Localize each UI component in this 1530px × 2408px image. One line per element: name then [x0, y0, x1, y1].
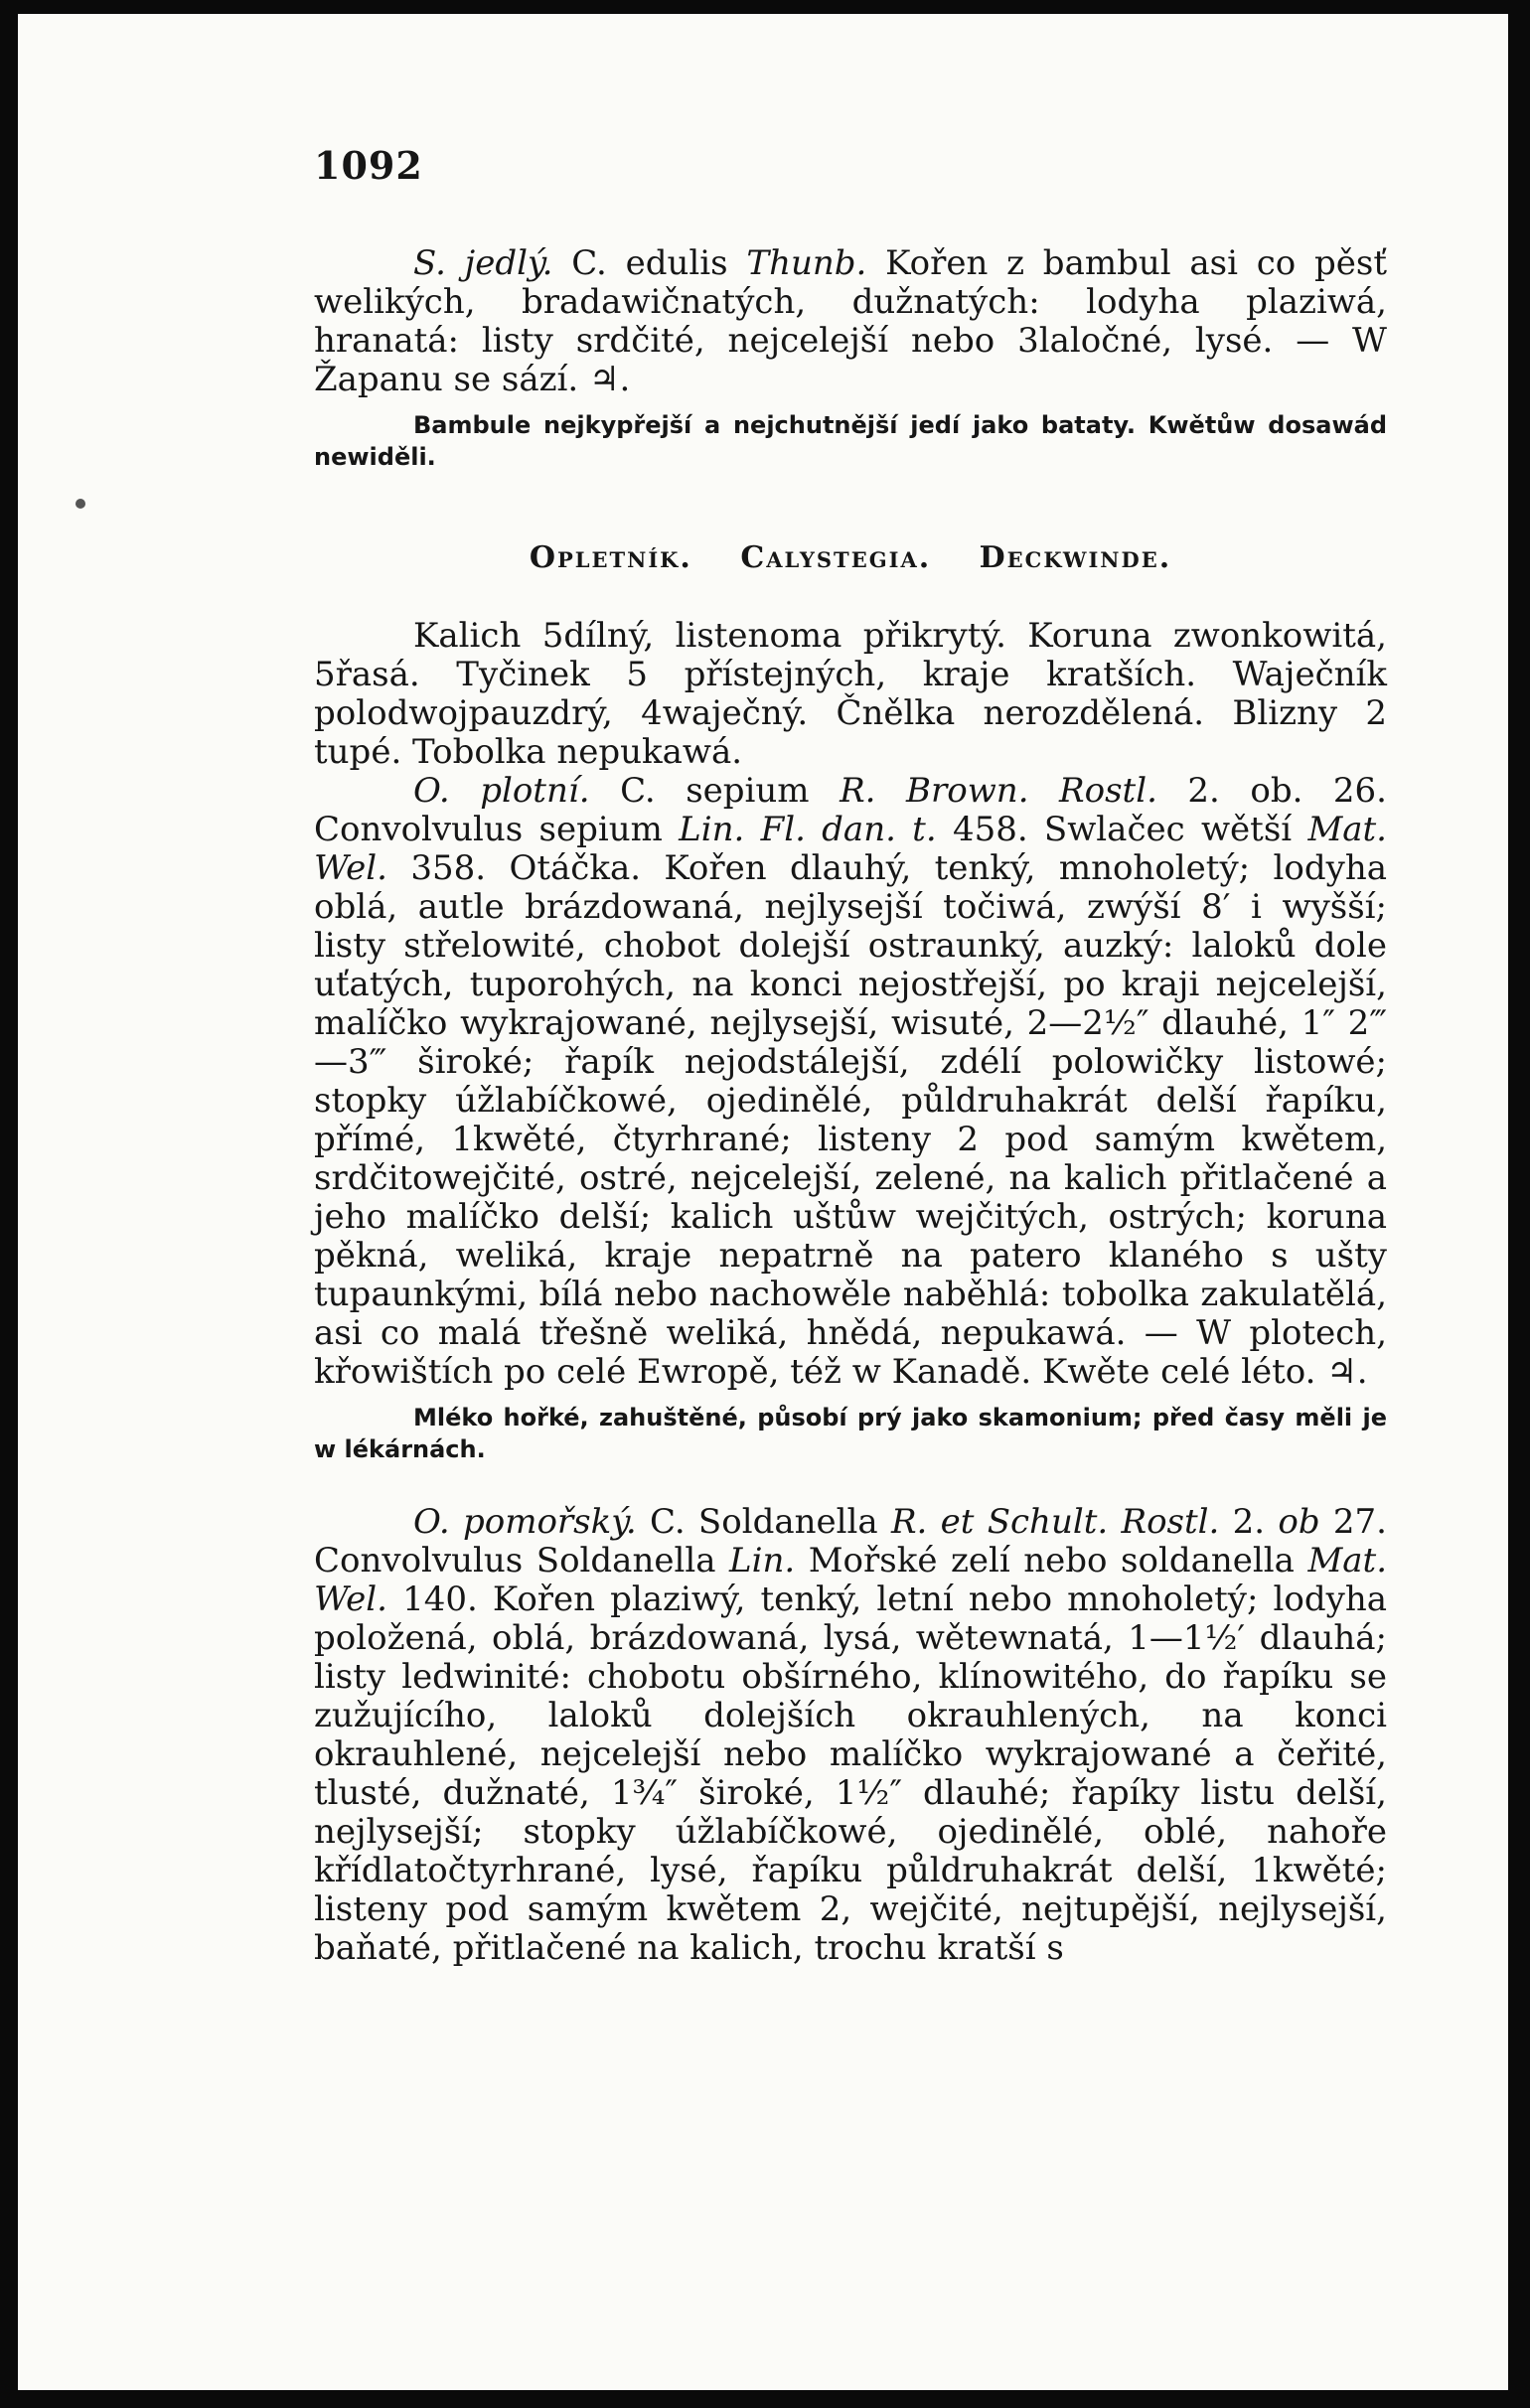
author: Thunb. — [746, 242, 867, 283]
author: R. et Schult. Rostl. — [890, 1501, 1220, 1542]
page-content — [314, 143, 1387, 1968]
margin-dot — [76, 499, 85, 509]
entry-note: Bambule nejkypřejší a nejchutnější jedí jako bataty. Kwětůw dosawád newiděli. — [314, 410, 1387, 471]
entry-note: Mléko hořké, zahuštěné, působí prý jako skamonium; před časy měli je w lékárnách. — [314, 1403, 1387, 1463]
entry-soldanella — [314, 1503, 1387, 1968]
entry-sepium — [314, 772, 1387, 1392]
entry-edulis — [314, 244, 1387, 399]
latin-name: C. Soldanella — [650, 1501, 878, 1542]
author: R. Brown. — [840, 770, 1029, 811]
book-page — [18, 14, 1508, 2390]
entry-text: 358. Otáčka. Kořen dlauhý, tenký, mnoholetý; lodyha oblá, autle brázdowaná, nejlysejší točiwá, zwýší 8′ i wyšší; listy střelowité, chobot dolejší ostraunký, auzký: laloků dole uťatých, tuporohých, na konci nejostřejší, po kraji nejcelejší, malíčko wykrajowané, nejlysejší, wisuté, 2—2½″ dlauhé, 1″ 2‴—3‴ široké; řapík nejodstálejší, zdélí polowičky listowé; stopky úžlabíčkowé, ojedinělé, půldruhakrát delší řapíku, přímé, 1kwěté, čtyrhrané; listeny 2 pod samým kwětem, srdčitowejčité, ostré, nejcelejší, zelené, na kalich přitlačené a jeho malíčko delší; kalich uštůw wejčitých, ostrých; koruna pěkná, weliká, kraje nepatrně na patero klaného s ušty tupaunkými, bílá nebo nachowěle naběhlá: tobolka zakulatělá, asi co malá třešně weliká, hnědá, nepukawá. — W plotech, křowištích po celé Ewropě, též w Kanadě. Kwěte celé léto. ♃. — [314, 847, 1388, 1392]
reference: Mat. Wel. — [314, 1540, 1388, 1619]
reference-rest: 27. Convolvulus Soldanella — [314, 1501, 1387, 1580]
genus-latin: Calystegia. — [740, 539, 932, 575]
reference: Rostl. — [1059, 770, 1157, 811]
reference: ob — [1278, 1501, 1320, 1542]
genus-description: Kalich 5dílný, listenoma přikrytý. Koruna zwonkowitá, 5řasá. Tyčinek 5 přístejných, kraje kratších. Waječník polodwojpauzdrý, 4waječný. Čnělka nerozdělená. Blizny 2 tupé. Tobolka nepukawá. — [314, 615, 1387, 772]
genus-czech: Opletník. — [529, 539, 692, 575]
reference-rest: 2. — [1232, 1501, 1266, 1542]
entry-text: 140. Kořen plaziwý, tenký, letní nebo mnoholetý; lodyha položená, oblá, brázdowaná, lysá, wětewnatá, 1—1½′ dlauhá; listy ledwinité: chobotu obšírného, klínowitého, do řapíku se zužujícího, laloků dolejších okrauhlených, na konci okrauhlené, nejcelejší nebo malíčko wykrajowané a čeřité, tlusté, dužnaté, 1¾″ široké, 1½″ dlauhé; řapíky listu delší, nejlysejší; stopky úžlabíčkowé, ojedinělé, oblé, nahoře křídlatočtyrhrané, lysé, řapíku půldruhakrát delší, 1kwěté; listeny pod samým kwětem 2, wejčité, nejtupější, nejlysejší, baňaté, přitlačené na kalich, trochu kratší s — [314, 1579, 1387, 1968]
reference-rest: 458. Swlačec wětší — [952, 809, 1293, 849]
species-name: O. pomořský. — [413, 1501, 637, 1542]
reference: Lin. Fl. dan. t. — [679, 809, 937, 849]
species-name: S. jedlý. — [413, 242, 553, 283]
reference: Lin. — [729, 1540, 796, 1580]
entry-text: Kořen z bambul asi co pěsť welikých, bradawičnatých, dužnatých: lodyha plaziwá, hranatá: listy srdčité, nejcelejší nebo 3laločné, lysé. — W Žapanu se sází. ♃. — [314, 242, 1388, 399]
latin-name: C. sepium — [620, 770, 810, 811]
genus-german: Deckwinde. — [979, 539, 1172, 575]
reference: Mat. Wel. — [314, 809, 1387, 888]
latin-name: C. edulis — [571, 242, 728, 283]
genus-heading — [314, 540, 1387, 575]
reference-rest: Mořské zelí nebo soldanella — [808, 1540, 1295, 1580]
spacer — [314, 1465, 1387, 1503]
reference-rest: 2. ob. 26. Convolvulus sepium — [314, 770, 1387, 849]
species-name: O. plotní. — [413, 770, 590, 811]
page-number: 1092 — [314, 143, 423, 188]
